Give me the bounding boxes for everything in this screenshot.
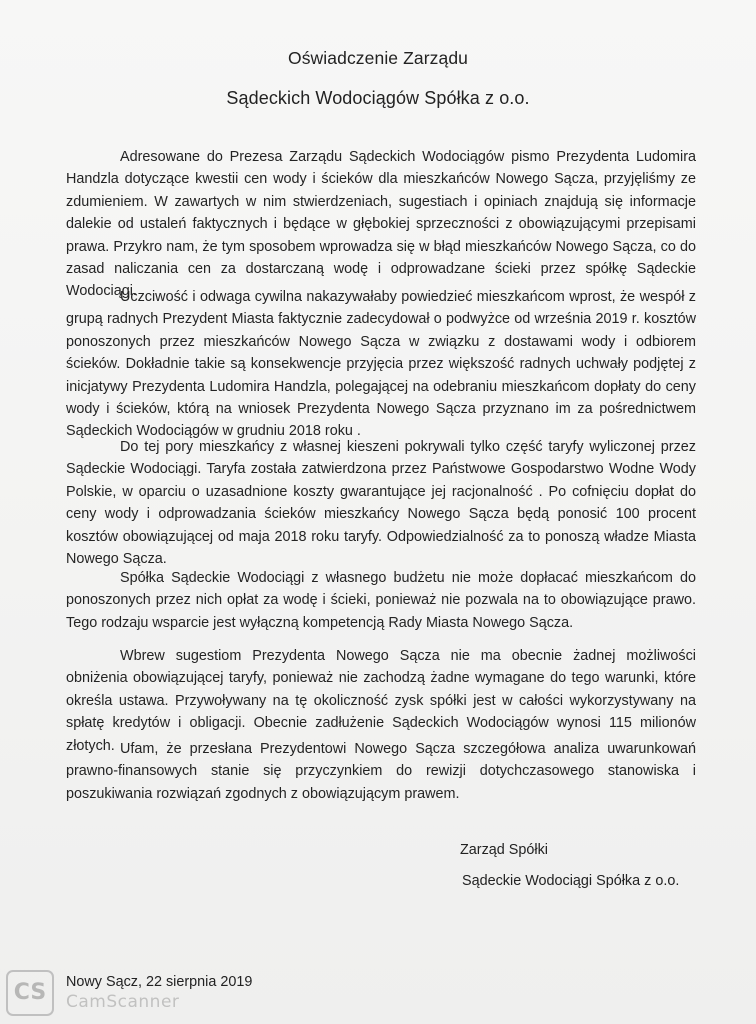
- camscanner-watermark: [6, 966, 180, 1016]
- paragraph-text: Wbrew sugestiom Prezydenta Nowego Sącza nie ma obecnie żadnej możliwości obniżenia obowiązującej taryfy, ponieważ nie zachodzą żadne wymagane do tego warunki, które określa ustawa. Przywoływany na tę okoliczność zysk spółki jest w całości wykorzystywany na spłatę kredytów i obligacji. Obecnie zadłużenie Sądeckich Wodociągów wynosi 115 milionów złotych.: [66, 648, 696, 754]
- paragraph-3: [66, 436, 696, 570]
- paragraph-text: Adresowane do Prezesa Zarządu Sądeckich Wodociągów pismo Prezydenta Ludomira Handzla dotyczące kwestii cen wody i ścieków dla mieszkańców Nowego Sącza, przyjęliśmy ze zdumieniem. W zawartych w nim stwierdzeniach, sugestiach i opiniach znajdują się informacje dalekie od ustaleń faktycznych i będące w głębokiej sprzeczności z obowiązującymi przepisami prawa. Przykro nam, że tym sposobem wprowadza się w błąd mieszkańców Nowego Sącza, co do zasad naliczania cen za dostarczaną wodę i odprowadzane ścieki przez spółkę Sądeckie Wodociągi.: [66, 149, 696, 300]
- paragraph-2: [66, 286, 696, 443]
- camscanner-logo-icon: CS: [6, 970, 54, 1016]
- place-and-date: Nowy Sącz, 22 sierpnia 2019: [66, 974, 253, 990]
- signature-board: Zarząd Spółki: [460, 842, 548, 858]
- paragraph-text: Uczciwość i odwaga cywilna nakazywałaby powiedzieć mieszkańcom wprost, że wespół z grupą radnych Prezydent Miasta faktycznie zadecydował o podwyżce od września 2019 r. kosztów ponoszonych przez mieszkańców Nowego Sącza w związku z dostawami wody i odbiorem ścieków. Dokładnie takie są konsekwencje przyjęcia przez większość radnych uchwały podjętej z inicjatywy Prezydenta Ludomira Handzla, polegającej na odebraniu mieszkańcom dopłaty do ceny wody i ścieków, którą na wniosek Prezydenta Nowego Sącza przyznano im za pośrednictwem Sądeckich Wodociągów w grudniu 2018 roku .: [66, 289, 696, 440]
- paragraph-text: Do tej pory mieszkańcy z własnej kieszeni pokrywali tylko część taryfy wyliczonej przez Sądeckie Wodociągi. Taryfa została zatwierdzona przez Państwowe Gospodarstwo Wodne Wody Polskie, w oparciu o uzasadnione koszty gwarantujące jej racjonalność . Po cofnięciu dopłat do ceny wody i odprowadzania ścieków mieszkańcy Nowego Sącza będą ponosić 100 procent kosztów obowiązującej od maja 2018 roku taryfy. Odpowiedzialność za to ponoszą władze Miasta Nowego Sącza.: [66, 439, 696, 568]
- signature-company: Sądeckie Wodociągi Spółka z o.o.: [462, 873, 680, 889]
- paragraph-text: Ufam, że przesłana Prezydentowi Nowego Sącza szczegółowa analiza uwarunkowań prawno-finansowych stanie się przyczynkiem do rewizji dotychczasowego stanowiska i poszukiwania rozwiązań zgodnych z obowiązującym prawem.: [66, 741, 696, 802]
- paragraph-text: Spółka Sądeckie Wodociągi z własnego budżetu nie może dopłacać mieszkańcom do ponoszonych przez nich opłat za wodę i ścieki, ponieważ nie pozwala na to obowiązujące prawo. Tego rodzaju wsparcie jest wyłączną kompetencją Rady Miasta Nowego Sącza.: [66, 570, 696, 631]
- paragraph-1: [66, 146, 696, 303]
- document-subtitle: Sądeckich Wodociągów Spółka z o.o.: [226, 88, 530, 108]
- document-title: Oświadczenie Zarządu: [288, 48, 468, 68]
- camscanner-watermark-label: CamScanner: [66, 992, 180, 1012]
- paragraph-6: [66, 738, 696, 805]
- paragraph-4: [66, 567, 696, 634]
